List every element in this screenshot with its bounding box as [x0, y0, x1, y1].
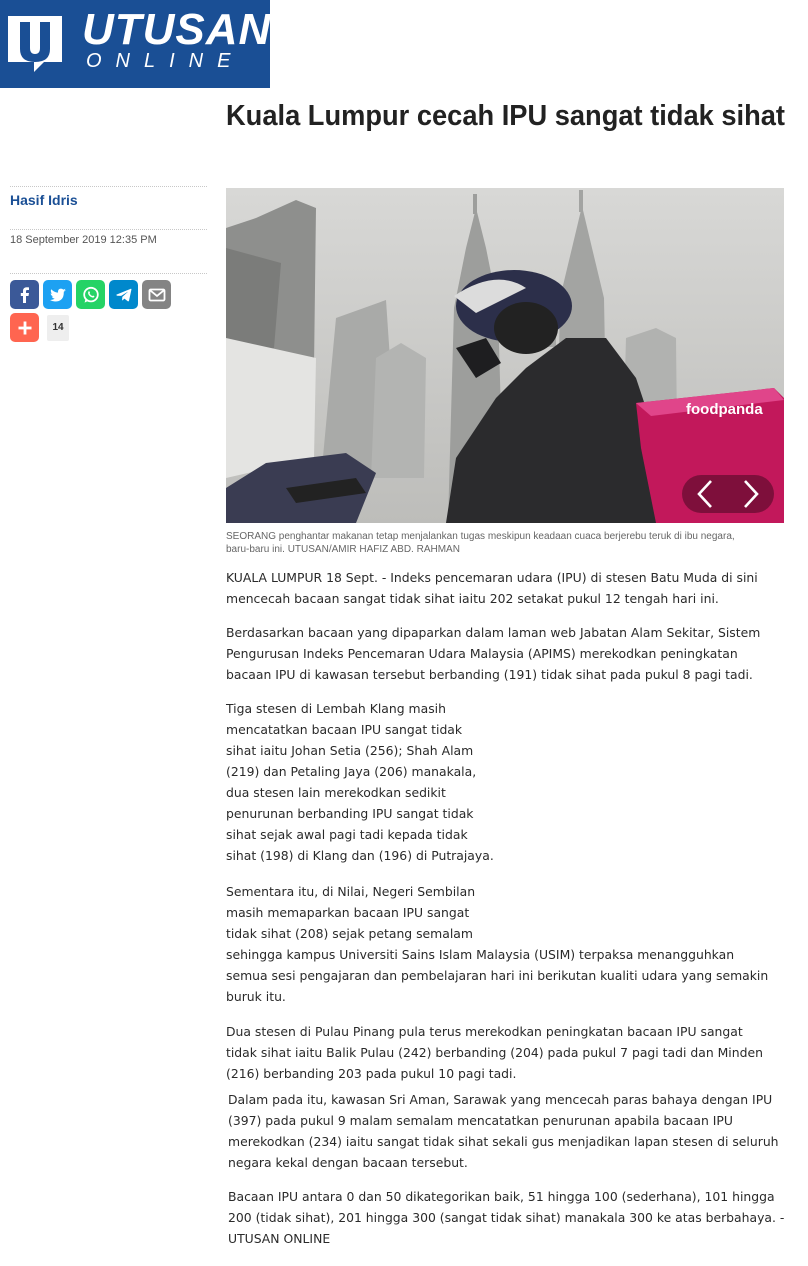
- paragraph-line: mencatatkan bacaan IPU sangat tidak: [226, 722, 463, 737]
- paragraph-line: sehingga kampus Universiti Sains Islam Malaysia (USIM) terpaksa menangguhkan: [226, 947, 735, 962]
- paragraph-line: semua sesi pengajaran dan pembelajaran hari ini berikutan kualiti udara yang semakin: [226, 968, 769, 983]
- sidebar-divider: [10, 229, 207, 230]
- share-whatsapp-button[interactable]: [76, 280, 105, 309]
- paragraph-line: Dalam pada itu, kawasan Sri Aman, Sarawak yang mencecah paras bahaya dengan IPU: [228, 1092, 773, 1107]
- logo-subtitle: ONLINE: [86, 50, 245, 72]
- image-sign-text: foodpanda: [686, 401, 763, 418]
- carousel-next-button[interactable]: [731, 475, 771, 513]
- share-telegram-button[interactable]: [109, 280, 138, 309]
- sidebar-divider: [10, 273, 207, 274]
- whatsapp-icon: [81, 285, 101, 305]
- paragraph-line: KUALA LUMPUR 18 Sept. - Indeks pencemaran udara (IPU) di stesen Batu Muda di sini: [226, 570, 758, 585]
- image-carousel-nav: [682, 475, 774, 513]
- share-more-button[interactable]: [10, 313, 39, 342]
- article-paragraph: [228, 1186, 784, 1249]
- share-more-row: [10, 313, 69, 342]
- paragraph-line: (216) berbanding 203 pada pukul 10 pagi tadi.: [226, 1066, 517, 1081]
- paragraph-line: merekodkan (234) iaitu sangat tidak sihat sekali gus menjadikan lapan stesen di seluruh: [228, 1134, 779, 1149]
- paragraph-line: tidak sihat (208) sejak petang semalam: [226, 926, 473, 941]
- site-logo[interactable]: [0, 0, 270, 88]
- article-image[interactable]: [226, 188, 784, 523]
- share-email-button[interactable]: [142, 280, 171, 309]
- telegram-icon: [114, 285, 134, 305]
- share-facebook-button[interactable]: [10, 280, 39, 309]
- paragraph-line: tidak sihat iaitu Balik Pulau (242) berbanding (204) pada pukul 7 pagi tadi dan Minden: [226, 1045, 763, 1060]
- paragraph-line: Tiga stesen di Lembah Klang masih: [226, 701, 446, 716]
- paragraph-line: Bacaan IPU antara 0 dan 50 dikategorikan baik, 51 hingga 100 (sederhana), 101 hingga: [228, 1189, 775, 1204]
- caption-line: SEORANG penghantar makanan tetap menjalankan tugas meskipun keadaan cuaca berjerebu teruk di ibu negara,: [226, 531, 735, 542]
- paragraph-line: sihat sejak awal pagi tadi kepada tidak: [226, 827, 468, 842]
- article-paragraph: [228, 1089, 779, 1173]
- paragraph-line: 200 (tidak sihat), 201 hingga 300 (sangat tidak sihat) manakala 300 ke atas berbahaya. -: [228, 1210, 785, 1225]
- paragraph-line: Pengurusan Indeks Pencemaran Udara Malaysia (APIMS) merekodkan peningkatan: [226, 646, 738, 661]
- paragraph-line: dua stesen lain merekodkan sedikit: [226, 785, 446, 800]
- caption-line: baru-baru ini. UTUSAN/AMIR HAFIZ ABD. RAHMAN: [226, 544, 460, 555]
- paragraph-line: mencecah bacaan sangat tidak sihat iaitu 202 setakat pukul 12 tengah hari ini.: [226, 591, 719, 606]
- article-paragraph: [226, 622, 760, 685]
- email-icon: [147, 285, 167, 305]
- article-paragraph: [226, 567, 758, 609]
- plus-icon: [15, 318, 35, 338]
- carousel-prev-button[interactable]: [685, 475, 725, 513]
- article-paragraph: [226, 1021, 763, 1084]
- publish-date: 18 September 2019 12:35 PM: [10, 234, 157, 246]
- article-paragraph: [226, 698, 494, 866]
- paragraph-line: (219) dan Petaling Jaya (206) manakala,: [226, 764, 477, 779]
- image-caption: [226, 530, 786, 556]
- hazy-city-photo: [226, 188, 784, 523]
- paragraph-line: (397) pada pukul 9 malam semalam mencatatkan penurunan apabila bacaan IPU: [228, 1113, 733, 1128]
- article-paragraph: [226, 881, 768, 1007]
- logo-mark-icon: [4, 12, 66, 74]
- chevron-right-icon: [743, 479, 759, 509]
- twitter-icon: [48, 285, 68, 305]
- paragraph-line: Dua stesen di Pulau Pinang pula terus merekodkan peningkatan bacaan IPU sangat: [226, 1024, 743, 1039]
- paragraph-line: penurunan berbanding IPU sangat tidak: [226, 806, 474, 821]
- share-buttons: [10, 280, 171, 309]
- paragraph-line: buruk itu.: [226, 989, 286, 1004]
- share-twitter-button[interactable]: [43, 280, 72, 309]
- paragraph-line: bacaan IPU di kawasan tersebut berbanding (191) tidak sihat pada pukul 8 pagi tadi.: [226, 667, 753, 682]
- paragraph-line: sihat iaitu Johan Setia (256); Shah Alam: [226, 743, 474, 758]
- sidebar-divider: [10, 186, 207, 187]
- paragraph-line: Berdasarkan bacaan yang dipaparkan dalam laman web Jabatan Alam Sekitar, Sistem: [226, 625, 761, 640]
- paragraph-line: negara kekal dengan bacaan tersebut.: [228, 1155, 468, 1170]
- paragraph-line: masih memaparkan bacaan IPU sangat: [226, 905, 470, 920]
- paragraph-line: sihat (198) di Klang dan (196) di Putrajaya.: [226, 848, 494, 863]
- logo-wordmark: UTUSAN: [82, 5, 272, 54]
- facebook-icon: [15, 285, 35, 305]
- paragraph-line: Sementara itu, di Nilai, Negeri Sembilan: [226, 884, 476, 899]
- article-title: Kuala Lumpur cecah IPU sangat tidak sihat: [226, 100, 785, 132]
- paragraph-line: UTUSAN ONLINE: [228, 1231, 331, 1246]
- share-count-badge: 14: [47, 315, 69, 341]
- chevron-left-icon: [697, 479, 713, 509]
- author-name[interactable]: Hasif Idris: [10, 192, 78, 208]
